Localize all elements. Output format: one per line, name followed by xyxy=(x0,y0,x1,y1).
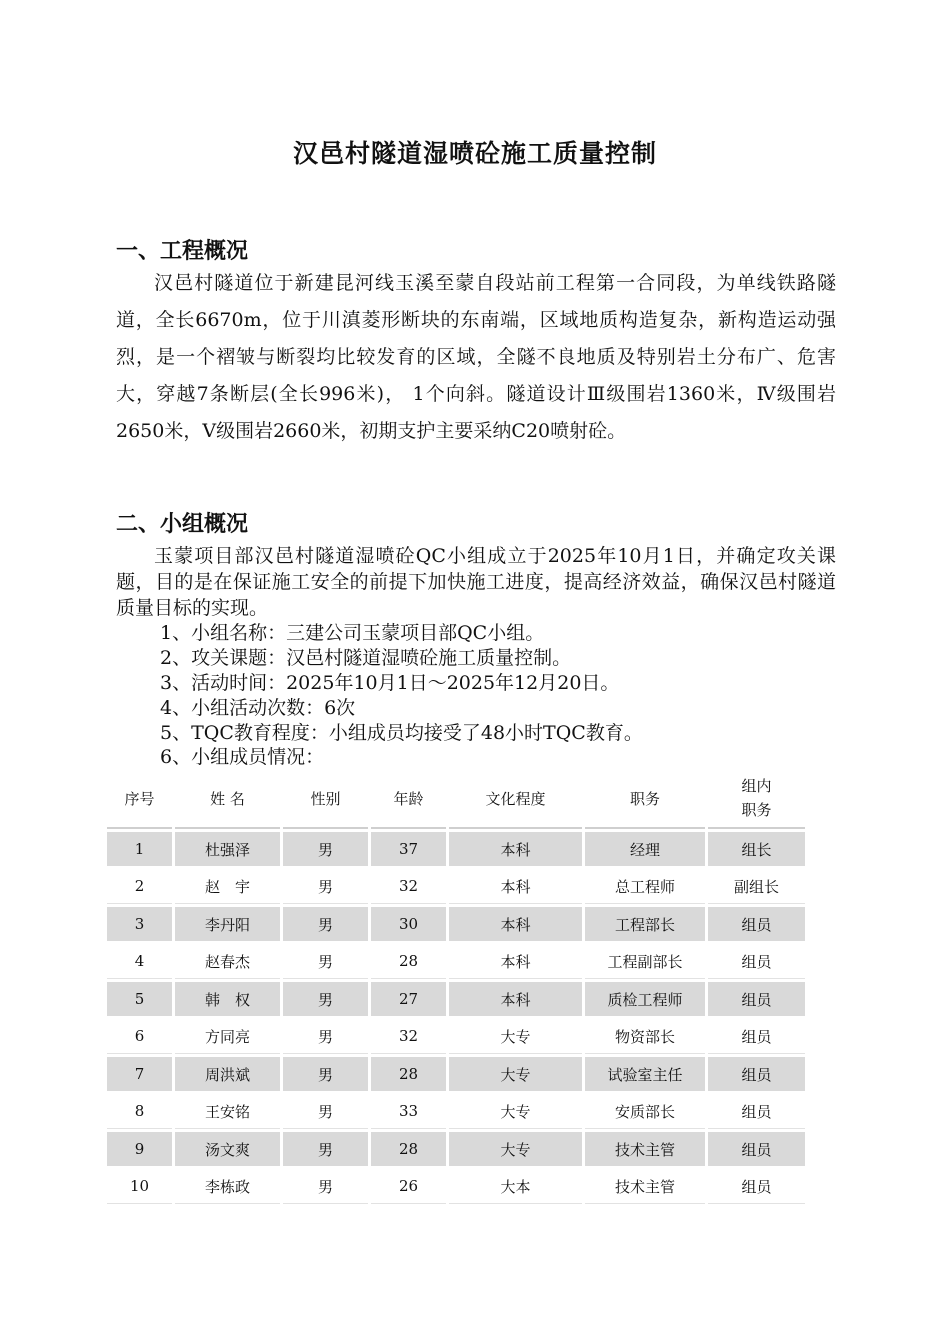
cell-age: 28 xyxy=(371,1057,446,1091)
table-header-row xyxy=(107,769,805,829)
overview-paragraph: 汉邑村隧道位于新建昆河线玉溪至蒙自段站前工程第一合同段，为单线铁路隧道，全长6670m，位于川滇菱形断块的东南端，区域地质构造复杂，新构造运动强烈，是一个褶皱与断裂均比较发育的区域，全隧不良地质及特别岩土分布广、危害大，穿越7条断层(全长996米)， 1个向斜。隧道设计Ⅲ级围岩1360米，Ⅳ级围岩2650米，Ⅴ级围岩2660米，初期支护主要采纳C20喷射砼。 xyxy=(116,272,836,442)
table-row xyxy=(107,869,805,904)
cell-name: 汤文爽 xyxy=(175,1132,280,1166)
cell-index: 8 xyxy=(107,1094,172,1129)
group-item-education: 5、TQC教育程度：小组成员均接受了48小时TQC教育。 xyxy=(160,722,643,744)
cell-index: 3 xyxy=(107,907,172,941)
cell-position: 物资部长 xyxy=(585,1019,705,1054)
header-gender: 性别 xyxy=(283,769,368,829)
cell-gender: 男 xyxy=(283,1132,368,1166)
cell-gender: 男 xyxy=(283,1169,368,1204)
cell-education: 本科 xyxy=(449,869,582,904)
cell-index: 4 xyxy=(107,944,172,979)
table-row xyxy=(107,982,805,1016)
cell-index: 5 xyxy=(107,982,172,1016)
cell-group-role: 组员 xyxy=(708,1132,805,1166)
cell-position: 技术主管 xyxy=(585,1169,705,1204)
table-row xyxy=(107,1169,805,1204)
group-item-count: 4、小组活动次数：6次 xyxy=(160,697,356,719)
cell-education: 大专 xyxy=(449,1019,582,1054)
cell-position: 工程部长 xyxy=(585,907,705,941)
cell-group-role: 组员 xyxy=(708,982,805,1016)
cell-group-role: 组员 xyxy=(708,1019,805,1054)
cell-education: 本科 xyxy=(449,907,582,941)
cell-index: 2 xyxy=(107,869,172,904)
cell-gender: 男 xyxy=(283,1019,368,1054)
cell-name: 赵春杰 xyxy=(175,944,280,979)
cell-position: 安质部长 xyxy=(585,1094,705,1129)
cell-gender: 男 xyxy=(283,1057,368,1091)
cell-group-role: 组员 xyxy=(708,1094,805,1129)
cell-name: 赵 宇 xyxy=(175,869,280,904)
cell-age: 27 xyxy=(371,982,446,1016)
cell-position: 经理 xyxy=(585,832,705,866)
cell-position: 试验室主任 xyxy=(585,1057,705,1091)
header-position: 职务 xyxy=(585,769,705,829)
cell-position: 总工程师 xyxy=(585,869,705,904)
table-row xyxy=(107,1094,805,1129)
cell-index: 10 xyxy=(107,1169,172,1204)
cell-name: 杜强泽 xyxy=(175,832,280,866)
cell-group-role: 组员 xyxy=(708,1057,805,1091)
cell-age: 26 xyxy=(371,1169,446,1204)
header-group-role: 组内 职务 xyxy=(708,769,805,829)
cell-name: 李丹阳 xyxy=(175,907,280,941)
cell-name: 韩 权 xyxy=(175,982,280,1016)
cell-gender: 男 xyxy=(283,907,368,941)
cell-index: 9 xyxy=(107,1132,172,1166)
cell-age: 32 xyxy=(371,869,446,904)
cell-gender: 男 xyxy=(283,982,368,1016)
cell-education: 本科 xyxy=(449,982,582,1016)
table-row xyxy=(107,907,805,941)
cell-name: 周洪斌 xyxy=(175,1057,280,1091)
header-age: 年龄 xyxy=(371,769,446,829)
cell-education: 大专 xyxy=(449,1132,582,1166)
cell-group-role: 副组长 xyxy=(708,869,805,904)
cell-age: 28 xyxy=(371,944,446,979)
table-row xyxy=(107,1132,805,1166)
group-item-topic: 2、攻关课题：汉邑村隧道湿喷砼施工质量控制。 xyxy=(160,647,572,669)
group-item-name: 1、小组名称：三建公司玉蒙项目部QC小组。 xyxy=(160,622,545,644)
cell-name: 王安铭 xyxy=(175,1094,280,1129)
cell-age: 28 xyxy=(371,1132,446,1166)
cell-education: 大专 xyxy=(449,1057,582,1091)
members-table xyxy=(104,766,808,1207)
group-item-members: 6、小组成员情况： xyxy=(160,746,325,768)
cell-education: 本科 xyxy=(449,832,582,866)
cell-age: 30 xyxy=(371,907,446,941)
cell-position: 技术主管 xyxy=(585,1132,705,1166)
cell-gender: 男 xyxy=(283,869,368,904)
group-item-time: 3、活动时间：2025年10月1日～2025年12月20日。 xyxy=(160,672,620,694)
cell-gender: 男 xyxy=(283,1094,368,1129)
cell-name: 方同亮 xyxy=(175,1019,280,1054)
table-row xyxy=(107,832,805,866)
cell-name: 李栋政 xyxy=(175,1169,280,1204)
cell-education: 大本 xyxy=(449,1169,582,1204)
cell-group-role: 组员 xyxy=(708,944,805,979)
cell-gender: 男 xyxy=(283,944,368,979)
table-row xyxy=(107,944,805,979)
cell-group-role: 组员 xyxy=(708,907,805,941)
cell-index: 6 xyxy=(107,1019,172,1054)
cell-position: 质检工程师 xyxy=(585,982,705,1016)
header-name: 姓 名 xyxy=(175,769,280,829)
cell-age: 33 xyxy=(371,1094,446,1129)
cell-education: 本科 xyxy=(449,944,582,979)
cell-index: 7 xyxy=(107,1057,172,1091)
cell-index: 1 xyxy=(107,832,172,866)
table-row xyxy=(107,1019,805,1054)
table-row xyxy=(107,1057,805,1091)
page-title: 汉邑村隧道湿喷砼施工质量控制 xyxy=(292,139,657,168)
header-education: 文化程度 xyxy=(449,769,582,829)
section-heading-group: 二、小组概况 xyxy=(116,512,249,537)
cell-age: 32 xyxy=(371,1019,446,1054)
header-index: 序号 xyxy=(107,769,172,829)
cell-group-role: 组员 xyxy=(708,1169,805,1204)
cell-group-role: 组长 xyxy=(708,832,805,866)
cell-education: 大专 xyxy=(449,1094,582,1129)
cell-gender: 男 xyxy=(283,832,368,866)
cell-age: 37 xyxy=(371,832,446,866)
section-heading-overview: 一、工程概况 xyxy=(116,239,249,264)
group-paragraph: 玉蒙项目部汉邑村隧道湿喷砼QC小组成立于2025年10月1日，并确定攻关课题，目的是在保证施工安全的前提下加快施工进度，提高经济效益，确保汉邑村隧道质量目标的实现。 xyxy=(116,545,836,619)
cell-position: 工程副部长 xyxy=(585,944,705,979)
